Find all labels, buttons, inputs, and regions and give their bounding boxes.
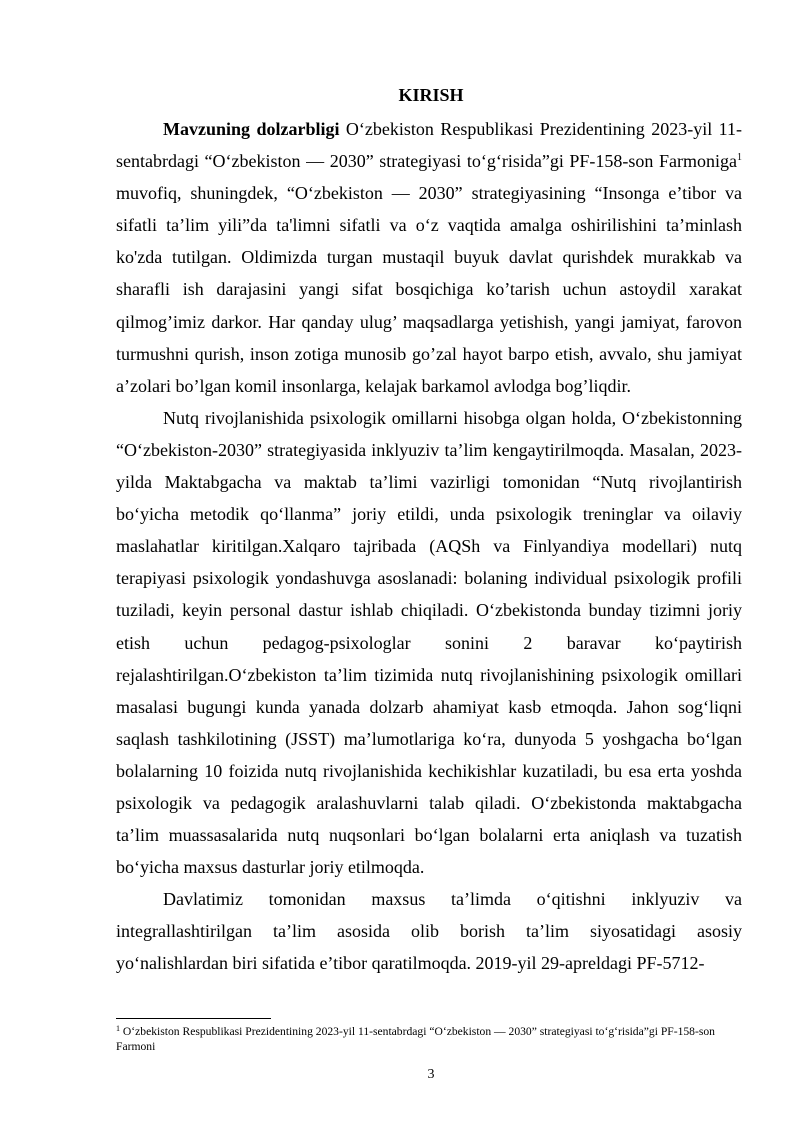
body-text	[116, 113, 742, 980]
section-heading: KIRISH	[398, 85, 464, 105]
footnote-reference[interactable]: 1	[737, 152, 742, 164]
footnote-marker: 1	[116, 1024, 120, 1033]
paragraph-speech-development: Nutq rivojlanishida psixologik omillarni hisobga olgan holda, O‘zbekistonning “O‘zbekiston-2030” strategiyasida inklyuziv ta’lim kengaytirilmoqda. Masalan, 2023-yilda Maktabgacha va maktab ta’limi vazirligi tomonidan “Nutq rivojlantirish bo‘yicha metodik qo‘llanma” joriy etildi, unda psixologik treninglar va oilaviy maslahatlar kiritilgan.Xalqaro tajribada (AQSh va Finlyandiya modellari) nutq terapiyasi psixologik yondashuvga asoslanadi: bolaning individual psixologik profili tuziladi, keyin personal dastur ishlab chiqiladi. O‘zbekistonda bunday tizimni joriy etish uchun pedagog-psixologlar sonini 2 baravar ko‘paytirish rejalashtirilgan.O‘zbekiston ta’lim tizimida nutq rivojlanishining psixologik omillari masalasi bugungi kunda yanada dolzarb ahamiyat kasb etmoqda. Jahon sog‘liqni saqlash tashkilotining (JSST) ma’lumotlariga ko‘ra, dunyoda 5 yoshgacha bo‘lgan bolalarning 10 foizida nutq rivojlanishida kechikishlar kuzatiladi, bu esa erta yoshda psixologik va pedagogik aralashuvlarni talab qiladi. O‘zbekistonda maktabgacha ta’lim muassasalarida nutq nuqsonlari bo‘lgan bolalarni erta aniqlash va tuzatish bo‘yicha maxsus dasturlar joriy etilmoqda.	[116, 407, 742, 878]
footnote	[116, 1025, 746, 1054]
paragraph-text: muvofiq, shuningdek, “O‘zbekiston — 2030” strategiyasining “Insonga e’tibor va sifatli ta’lim yili”da ta'limni sifatli va o‘z vaqtida amalga oshirilishini ta’minlash ko'zda tutilgan. Oldimizda turgan mustaqil buyuk davlat qurishdek murakkab va sharafli ish darajasini yangi sifat bosqichiga ko’tarish uchun astoydil xarakat qilmog’imiz darkor. Har qanday ulug’ maqsadlarga yetishish, yangi jamiyat, farovon turmushni qurish, inson zotiga munosib go’zal hayot barpo etish, avvalo, shu jamiyat a’zolari bo’lgan komil insonlarga, kelajak barkamol avlodga bog’liqdir.	[116, 183, 742, 396]
paragraph-relevance	[116, 113, 742, 402]
paragraph-text: O‘zbekiston Respublikasi Prezidentining 2023-yil 11-sentabrdagi “O‘zbekiston — 2030” strategiyasi to‘g‘risida”gi PF-158-son Farmoniga	[116, 119, 742, 172]
paragraph-lead: Mavzuning dolzarbligi	[163, 119, 340, 139]
paragraph-inclusive-education: Davlatimiz tomonidan maxsus ta’limda o‘qitishni inklyuziv va integrallashtirilgan ta’lim asosida olib borish ta’lim siyosatidagi asosiy yo‘nalishlardan biri sifatida e’tibor qaratilmoqda. 2019-yil 29-apreldagi PF-5712-	[116, 889, 742, 974]
page-number: 3	[427, 1067, 435, 1082]
footnote-divider	[116, 1018, 271, 1019]
footnote-text: O‘zbekiston Respublikasi Prezidentining 2023-yil 11-sentabrdagi “O‘zbekiston — 2030” strategiyasi to‘g‘risida”gi PF-158-son Farmoni	[116, 1025, 715, 1053]
